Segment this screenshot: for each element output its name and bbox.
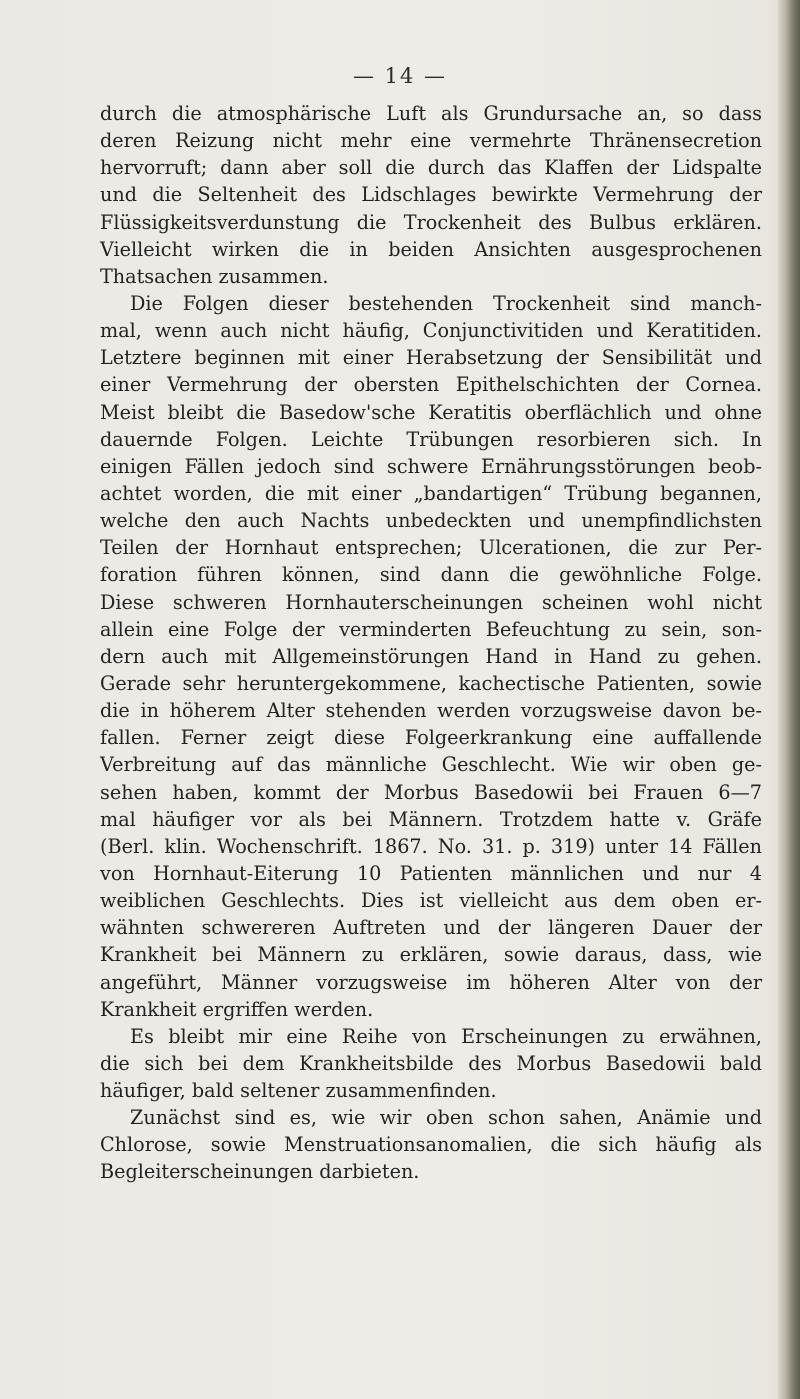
page-number: — 14 —	[352, 64, 448, 88]
text-line: welche den auch Nachts unbedeckten und unempfindlichsten	[100, 509, 762, 533]
text-line: einigen Fällen jedoch sind schwere Ernährungsstörungen beob-	[100, 454, 762, 478]
text-line: deren Reizung nicht mehr eine vermehrte Thränensecretion	[100, 129, 762, 153]
text-line: achtet worden, die mit einer „bandartigen“ Trübung begannen,	[100, 481, 762, 505]
text-line: Diese schweren Hornhauterscheinungen scheinen wohl nicht	[100, 590, 762, 614]
text-line: allein eine Folge der verminderten Befeuchtung zu sein, son-	[100, 617, 762, 641]
text-line: dauernde Folgen. Leichte Trübungen resorbieren sich. In	[100, 427, 762, 451]
text-line: von Hornhaut-Eiterung 10 Patienten männlichen und nur 4	[100, 861, 762, 885]
text-line: Meist bleibt die Basedow'sche Keratitis oberflächlich und ohne	[100, 400, 762, 424]
text-line: Teilen der Hornhaut entsprechen; Ulcerationen, die zur Per-	[100, 536, 762, 560]
text-line: Thatsachen zusammen.	[100, 264, 329, 288]
text-line: Krankheit ergriffen werden.	[100, 997, 374, 1021]
text-line: Die Folgen dieser bestehenden Trockenheit sind manch-	[130, 291, 762, 315]
text-line: dern auch mit Allgemeinstörungen Hand in Hand zu gehen.	[100, 644, 762, 668]
text-line: die sich bei dem Krankheitsbilde des Morbus Basedowii bald	[100, 1051, 762, 1075]
text-line: angeführt, Männer vorzugsweise im höheren Alter von der	[100, 970, 762, 994]
text-line: Chlorose, sowie Menstruationsanomalien, die sich häufig als	[100, 1133, 762, 1157]
text-line: mal, wenn auch nicht häufig, Conjunctivitiden und Keratitiden.	[100, 319, 762, 343]
page-body-text	[100, 100, 762, 1186]
text-line: und die Seltenheit des Lidschlages bewirkte Vermehrung der	[100, 183, 762, 207]
text-line: weiblichen Geschlechts. Dies ist vielleicht aus dem oben er-	[100, 889, 762, 913]
text-line: Krankheit bei Männern zu erklären, sowie daraus, dass, wie	[100, 943, 762, 967]
text-line: einer Vermehrung der obersten Epithelschichten der Cornea.	[100, 373, 762, 397]
text-line: Verbreitung auf das männliche Geschlecht. Wie wir oben ge-	[100, 753, 762, 777]
text-line: Es bleibt mir eine Reihe von Erscheinungen zu erwähnen,	[130, 1024, 762, 1048]
text-line: fallen. Ferner zeigt diese Folgeerkrankung eine auffallende	[100, 726, 762, 750]
text-line: Vielleicht wirken die in beiden Ansichten ausgesprochenen	[100, 237, 762, 261]
text-line: Zunächst sind es, wie wir oben schon sahen, Anämie und	[130, 1106, 762, 1130]
text-line: hervorruft; dann aber soll die durch das Klaffen der Lidspalte	[100, 156, 762, 180]
text-line: durch die atmosphärische Luft als Grundursache an, so dass	[100, 102, 762, 125]
book-spine-shadow	[778, 0, 800, 1399]
text-line: Begleiterscheinungen darbieten.	[100, 1160, 420, 1184]
text-line: wähnten schwereren Auftreten und der längeren Dauer der	[100, 916, 762, 940]
text-line: Gerade sehr heruntergekommene, kachectische Patienten, sowie	[100, 671, 762, 695]
text-line: häufiger, bald seltener zusammenfinden.	[100, 1079, 497, 1103]
text-line: mal häufiger vor als bei Männern. Trotzdem hatte v. Gräfe	[100, 807, 762, 831]
text-line: (Berl. klin. Wochenschrift. 1867. No. 31. p. 319) unter 14 Fällen	[100, 834, 762, 858]
text-line: Letztere beginnen mit einer Herabsetzung der Sensibilität und	[100, 346, 762, 370]
text-line: Flüssigkeitsverdunstung die Trockenheit des Bulbus erklären.	[100, 210, 762, 234]
text-line: foration führen können, sind dann die gewöhnliche Folge.	[100, 563, 762, 587]
text-line: die in höherem Alter stehenden werden vorzugsweise davon be-	[100, 699, 762, 723]
text-line: sehen haben, kommt der Morbus Basedowii bei Frauen 6—7	[100, 780, 762, 804]
